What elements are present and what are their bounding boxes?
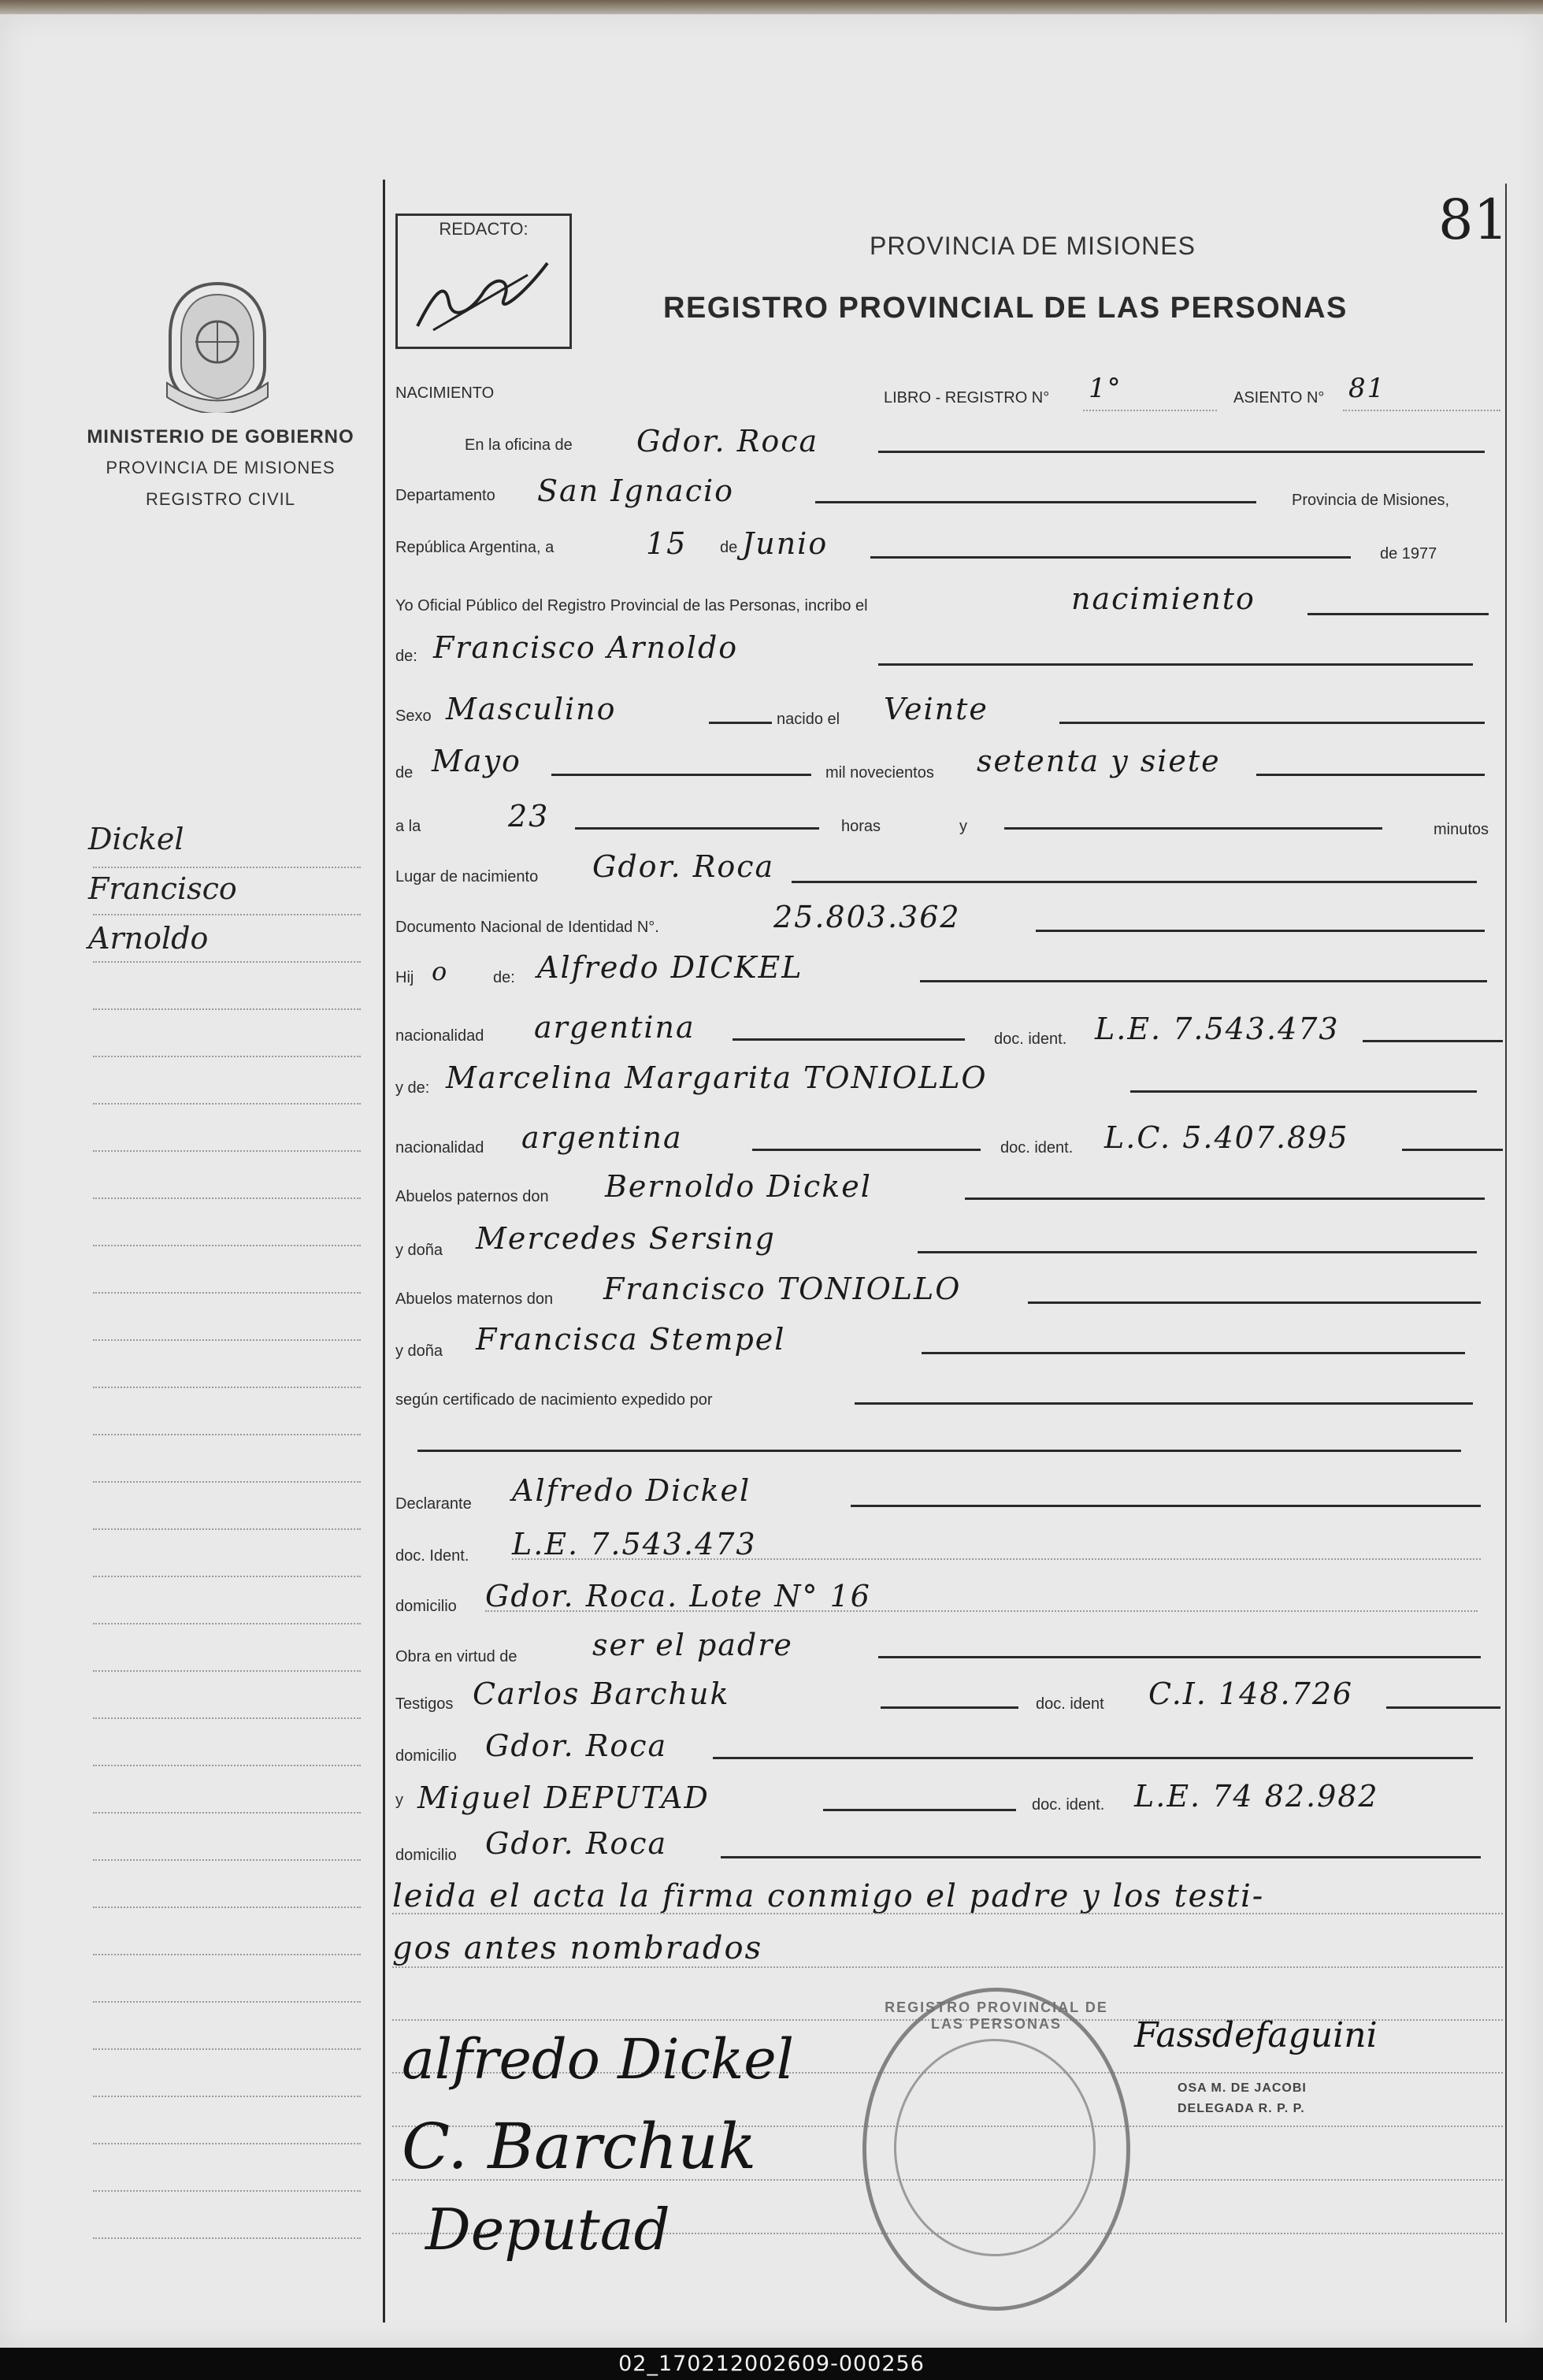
acto-value: nacimiento <box>1071 581 1256 616</box>
hijo-label: Hij <box>395 969 414 986</box>
signature-official: Fassdefaguini <box>1134 2015 1378 2055</box>
fill-line <box>1307 613 1489 615</box>
margin-line <box>383 180 385 2322</box>
abuelos-maternos-label: Abuelos maternos don <box>395 1290 554 1308</box>
side-rule <box>93 1812 361 1814</box>
right-border-line <box>1505 184 1507 2322</box>
signature-testigo-2: Deputad <box>425 2196 670 2263</box>
y-de-label: y de: <box>395 1079 430 1097</box>
dotted-line <box>392 1966 1503 1968</box>
fill-line <box>1402 1149 1503 1151</box>
testigos-label: Testigos <box>395 1695 454 1713</box>
side-rule <box>93 1576 361 1577</box>
departamento-value: San Ignacio <box>537 473 735 508</box>
padre-value: Alfredo DICKEL <box>537 950 803 985</box>
asiento-label: ASIENTO N° <box>1233 389 1325 407</box>
a-la-label: a la <box>395 818 421 835</box>
doc-ident-testigo-2-label: doc. ident. <box>1032 1796 1105 1814</box>
fill-line <box>1028 1301 1481 1304</box>
folio-number: 81 <box>1438 188 1509 252</box>
fill-line <box>713 1757 1473 1759</box>
provincia-label: Provincia de Misiones, <box>1292 492 1450 509</box>
declarante-label: Declarante <box>395 1495 472 1513</box>
domicilio-testigo-2-label: domicilio <box>395 1847 457 1864</box>
official-stamp-line-2: DELEGADA R. P. P. <box>1178 2102 1305 2115</box>
ministry-province: PROVINCIA DE MISIONES <box>106 458 336 477</box>
dni-label: Documento Nacional de Identidad N°. <box>395 919 659 936</box>
side-rule <box>93 2048 361 2050</box>
declarante-value: Alfredo Dickel <box>512 1473 751 1508</box>
obra-label: Obra en virtud de <box>395 1648 517 1665</box>
libro-label: LIBRO - REGISTRO N° <box>884 389 1050 407</box>
fill-line <box>1363 1040 1503 1042</box>
fill-line <box>733 1038 965 1041</box>
side-rule <box>93 1008 361 1010</box>
domicilio-declarante-value: Gdor. Roca. Lote N° 16 <box>485 1579 871 1613</box>
doc-ident-testigo-1-label: doc. ident <box>1036 1695 1104 1713</box>
redacto-box <box>395 213 572 349</box>
document-page <box>0 14 1543 2348</box>
lugar-label: Lugar de nacimiento <box>395 868 539 886</box>
certificado-label: según certificado de nacimiento expedido por <box>395 1391 713 1409</box>
dotted-line <box>392 1913 1503 1914</box>
abuela-materna-value: Francisca Stempel <box>476 1322 786 1357</box>
signature-testigo-1: C. Barchuk <box>402 2110 757 2183</box>
side-rule <box>93 1954 361 1955</box>
hijo-suffix: o <box>432 956 449 986</box>
republica-label: República Argentina, a <box>395 539 555 556</box>
domicilio-testigo-1-label: domicilio <box>395 1747 457 1765</box>
abuelos-paternos-label: Abuelos paternos don <box>395 1188 549 1205</box>
doc-ident-testigo-2-value: L.E. 74 82.982 <box>1134 1779 1379 1814</box>
fill-line <box>1059 722 1485 724</box>
obra-value: ser el padre <box>592 1628 793 1662</box>
dotted-line <box>512 1558 1481 1560</box>
hora-value: 23 <box>508 799 550 834</box>
abuela-paterna-value: Mercedes Sersing <box>476 1221 776 1256</box>
dotted-line <box>1343 410 1500 411</box>
side-rule <box>93 1245 361 1246</box>
closing-line-2: gos antes nombrados <box>392 1930 763 1966</box>
fill-line <box>878 451 1485 453</box>
nacionalidad-padre-label: nacionalidad <box>395 1027 484 1045</box>
yo-oficial-label: Yo Oficial Público del Registro Provincial de las Personas, incribo el <box>395 597 868 614</box>
side-rule <box>93 1859 361 1861</box>
doc-ident-declarante-value: L.E. 7.543.473 <box>512 1527 757 1561</box>
registry-stamp <box>862 1988 1130 2311</box>
side-rule <box>93 1623 361 1624</box>
doc-ident-declarante-label: doc. Ident. <box>395 1547 469 1565</box>
fill-line <box>870 556 1351 559</box>
side-rule <box>93 2096 361 2097</box>
horas-label: horas <box>841 818 881 835</box>
nacionalidad-padre-value: argentina <box>534 1010 695 1045</box>
official-stamp-line-1: OSA M. DE JACOBI <box>1178 2081 1307 2095</box>
margin-given-name-2: Arnoldo <box>88 921 209 956</box>
y-dona-paterna-label: y doña <box>395 1242 443 1259</box>
asiento-value: 81 <box>1348 373 1386 404</box>
domicilio-testigo-2-value: Gdor. Roca <box>485 1826 668 1861</box>
stamp-text: REGISTRO PROVINCIAL DE LAS PERSONAS <box>885 1999 1108 2032</box>
side-rule <box>93 1387 361 1388</box>
fill-line <box>918 1251 1477 1253</box>
doc-ident-testigo-1-value: C.I. 148.726 <box>1148 1676 1354 1711</box>
redacto-label: REDACTO: <box>439 219 529 239</box>
y-label: y <box>959 818 967 835</box>
oficina-value: Gdor. Roca <box>636 424 819 459</box>
side-rule <box>93 1056 361 1057</box>
fill-line <box>1036 930 1485 932</box>
side-rule <box>93 2001 361 2003</box>
fill-line <box>1256 774 1485 776</box>
closing-line-1: leida el acta la firma conmigo el padre y los testi- <box>392 1878 1265 1914</box>
fill-line <box>855 1402 1473 1405</box>
mes-value: Junio <box>742 526 829 561</box>
side-rule <box>93 961 361 963</box>
side-rule <box>93 1670 361 1672</box>
side-rule <box>93 1481 361 1483</box>
lugar-value: Gdor. Roca <box>592 849 775 884</box>
fill-line <box>721 1856 1481 1858</box>
doc-ident-madre-value: L.C. 5.407.895 <box>1104 1120 1349 1155</box>
side-rule <box>93 1907 361 1908</box>
side-rule <box>93 1765 361 1766</box>
sexo-value: Masculino <box>446 692 617 726</box>
provincial-seal-icon <box>164 280 271 413</box>
oficina-label: En la oficina de <box>465 436 573 454</box>
nombre-value: Francisco Arnoldo <box>433 630 739 665</box>
side-rule <box>93 914 361 915</box>
nacido-value: Veinte <box>884 692 988 726</box>
nacionalidad-madre-label: nacionalidad <box>395 1139 484 1157</box>
domicilio-declarante-label: domicilio <box>395 1598 457 1615</box>
side-rule <box>93 1103 361 1105</box>
mes-nacimiento-value: Mayo <box>432 744 521 778</box>
fill-line <box>881 1706 1018 1709</box>
fill-line <box>878 663 1473 666</box>
side-rule <box>93 1717 361 1719</box>
side-rule <box>93 1292 361 1294</box>
dia-value: 15 <box>646 526 688 561</box>
y-dona-materna-label: y doña <box>395 1342 443 1360</box>
departamento-label: Departamento <box>395 487 495 504</box>
fill-line <box>1004 827 1382 830</box>
registry-title: REGISTRO PROVINCIAL DE LAS PERSONAS <box>663 291 1348 325</box>
abuelo-materno-value: Francisco TONIOLLO <box>603 1272 962 1306</box>
anio-label: de 1977 <box>1380 545 1437 563</box>
side-rule <box>93 1339 361 1341</box>
doc-ident-padre-value: L.E. 7.543.473 <box>1095 1012 1340 1046</box>
side-rule <box>93 1150 361 1152</box>
fill-line <box>815 501 1256 503</box>
fill-line <box>920 980 1487 982</box>
fill-line <box>823 1809 1016 1811</box>
fill-line <box>752 1149 981 1151</box>
side-rule <box>93 1197 361 1199</box>
province-title: PROVINCIA DE MISIONES <box>870 232 1196 260</box>
de-mes-label: de <box>395 764 414 782</box>
fill-line <box>792 881 1477 883</box>
hijo-de-label: de: <box>493 969 515 986</box>
side-rule <box>93 1434 361 1435</box>
sexo-label: Sexo <box>395 707 432 725</box>
libro-value: 1° <box>1089 373 1122 404</box>
signature-declarante: alfredo Dickel <box>402 2027 795 2092</box>
fill-line <box>551 774 811 776</box>
fill-line <box>1386 1706 1500 1709</box>
mil-novecientos-label: mil novecientos <box>825 764 934 782</box>
fill-line <box>965 1197 1485 1200</box>
de-nombre-label: de: <box>395 648 417 665</box>
fill-line <box>1130 1090 1477 1093</box>
side-rule <box>93 2190 361 2192</box>
domicilio-testigo-1-value: Gdor. Roca <box>485 1728 668 1763</box>
stamp-inner-ring <box>894 2039 1096 2256</box>
ministry-name: MINISTERIO DE GOBIERNO <box>87 426 354 447</box>
image-id-footer: 02_170212002609-000256 <box>0 2348 1543 2380</box>
nacido-label: nacido el <box>777 711 840 728</box>
side-rule <box>93 2237 361 2239</box>
dotted-line <box>1083 410 1217 411</box>
act-type-label: NACIMIENTO <box>395 384 495 402</box>
dotted-line <box>485 1610 1478 1612</box>
page-edge <box>0 0 1543 14</box>
fill-line <box>575 827 819 830</box>
doc-ident-madre-label: doc. ident. <box>1000 1139 1074 1157</box>
fill-line <box>851 1505 1481 1507</box>
side-rule <box>93 1528 361 1530</box>
margin-given-name-1: Francisco <box>88 871 237 906</box>
abuelo-paterno-value: Bernoldo Dickel <box>605 1169 872 1204</box>
redacto-initials-signature <box>410 247 559 338</box>
minutos-label: minutos <box>1434 821 1489 838</box>
madre-value: Marcelina Margarita TONIOLLO <box>446 1060 988 1095</box>
side-rule <box>93 867 361 868</box>
fill-line <box>709 722 772 724</box>
ministry-registry: REGISTRO CIVIL <box>145 489 296 509</box>
testigo-2-value: Miguel DEPUTAD <box>417 1780 710 1815</box>
official-name-stamp <box>1178 2078 1307 2119</box>
nacionalidad-madre-value: argentina <box>521 1120 683 1155</box>
dni-value: 25.803.362 <box>773 900 961 934</box>
y-testigo-label: y <box>395 1791 403 1809</box>
margin-surname: Dickel <box>88 822 184 856</box>
ministry-block <box>75 426 366 510</box>
fill-line <box>922 1352 1465 1354</box>
testigo-1-value: Carlos Barchuk <box>473 1676 730 1711</box>
fill-line <box>878 1656 1481 1658</box>
doc-ident-padre-label: doc. ident. <box>994 1030 1067 1048</box>
side-rule <box>93 2143 361 2144</box>
fill-line <box>417 1450 1461 1452</box>
anio-nacimiento-value: setenta y siete <box>977 744 1221 778</box>
de-label: de <box>720 539 738 556</box>
